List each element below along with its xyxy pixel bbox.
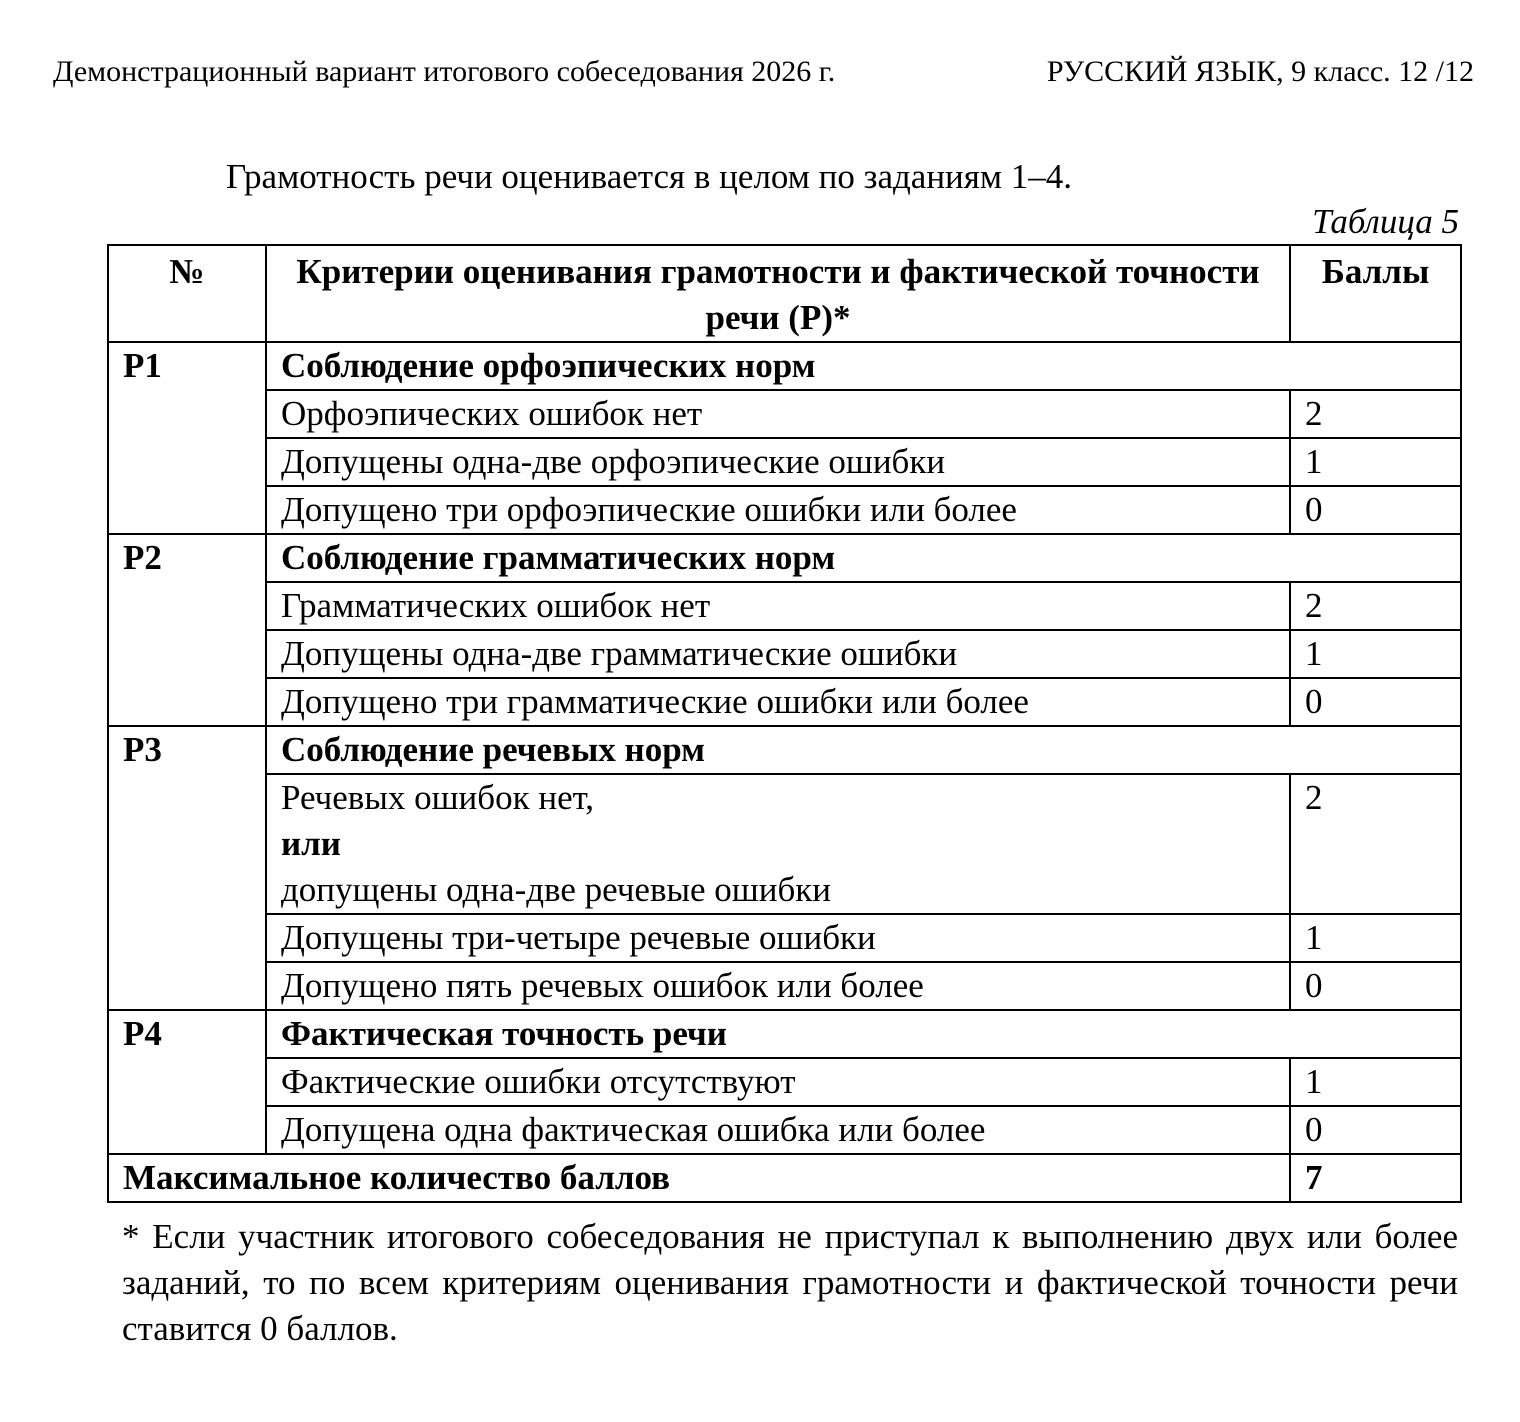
- criterion-description: Грамматических ошибок нет: [266, 582, 1290, 630]
- page-header: [53, 52, 1474, 92]
- section-row-p4: [108, 1010, 1461, 1058]
- description-or: или: [281, 824, 341, 863]
- header-score: Баллы: [1290, 245, 1461, 342]
- criterion-description: Допущены три-четыре речевые ошибки: [266, 914, 1290, 962]
- criterion-title: Фактическая точность речи: [266, 1010, 1461, 1058]
- footnote: * Если участник итогового собеседования не приступал к выполнению двух или более заданий, то по всем критериям оценивания грамотности и фактической точности речи ставится 0 баллов.: [122, 1217, 1458, 1348]
- section-row-p1: [108, 342, 1461, 390]
- criterion-description: Допущены одна-две орфоэпические ошибки: [266, 438, 1290, 486]
- header-num: №: [108, 245, 266, 342]
- criterion-score: 1: [1290, 1058, 1461, 1106]
- description-line: допущены одна-две речевые ошибки: [281, 870, 832, 909]
- criterion-description: Допущено три орфоэпические ошибки или более: [266, 486, 1290, 534]
- criterion-description: Допущены одна-две грамматические ошибки: [266, 630, 1290, 678]
- criterion-description: Допущено пять речевых ошибок или более: [266, 962, 1290, 1010]
- criterion-code: Р4: [108, 1010, 266, 1154]
- table-row: [108, 1058, 1461, 1106]
- table-row: [108, 774, 1461, 914]
- header-exam-title: Демонстрационный вариант итогового собеседования 2026 г.: [53, 55, 836, 88]
- criterion-score: 2: [1290, 390, 1461, 438]
- criterion-score: 0: [1290, 678, 1461, 726]
- criterion-description: Допущена одна фактическая ошибка или более: [266, 1106, 1290, 1154]
- table-row: [108, 914, 1461, 962]
- criterion-description: Допущено три грамматические ошибки или более: [266, 678, 1290, 726]
- criterion-score: 1: [1290, 914, 1461, 962]
- criteria-table: [107, 244, 1462, 1203]
- table-row: [108, 438, 1461, 486]
- total-row: [108, 1154, 1461, 1202]
- table-caption: Таблица 5: [1312, 202, 1459, 241]
- criterion-score: 2: [1290, 582, 1461, 630]
- table-header-row: [108, 245, 1461, 342]
- total-label: Максимальное количество баллов: [108, 1154, 1290, 1202]
- table-row: [108, 678, 1461, 726]
- intro-paragraph: Грамотность речи оценивается в целом по заданиям 1–4.: [226, 157, 1073, 196]
- table-row: [108, 630, 1461, 678]
- criterion-description: [266, 774, 1290, 914]
- criterion-code: Р1: [108, 342, 266, 534]
- header-criteria: Критерии оценивания грамотности и фактической точности речи (Р)*: [266, 245, 1290, 342]
- criterion-title: Соблюдение орфоэпических норм: [266, 342, 1461, 390]
- table-row: [108, 582, 1461, 630]
- table-row: [108, 486, 1461, 534]
- criterion-score: 1: [1290, 438, 1461, 486]
- criterion-score: 0: [1290, 486, 1461, 534]
- description-line: Речевых ошибок нет,: [281, 778, 595, 817]
- criterion-title: Соблюдение речевых норм: [266, 726, 1461, 774]
- criterion-description: Орфоэпических ошибок нет: [266, 390, 1290, 438]
- table-row: [108, 962, 1461, 1010]
- criterion-score: 2: [1290, 774, 1461, 914]
- criterion-code: Р2: [108, 534, 266, 726]
- criterion-code: Р3: [108, 726, 266, 1010]
- criterion-score: 0: [1290, 962, 1461, 1010]
- criterion-score: 0: [1290, 1106, 1461, 1154]
- section-row-p3: [108, 726, 1461, 774]
- criterion-title: Соблюдение грамматических норм: [266, 534, 1461, 582]
- criterion-description: Фактические ошибки отсутствуют: [266, 1058, 1290, 1106]
- table-row: [108, 390, 1461, 438]
- criterion-score: 1: [1290, 630, 1461, 678]
- table-row: [108, 1106, 1461, 1154]
- total-score: 7: [1290, 1154, 1461, 1202]
- section-row-p2: [108, 534, 1461, 582]
- header-subject-page: РУССКИЙ ЯЗЫК, 9 класс. 12 /12: [1046, 55, 1474, 88]
